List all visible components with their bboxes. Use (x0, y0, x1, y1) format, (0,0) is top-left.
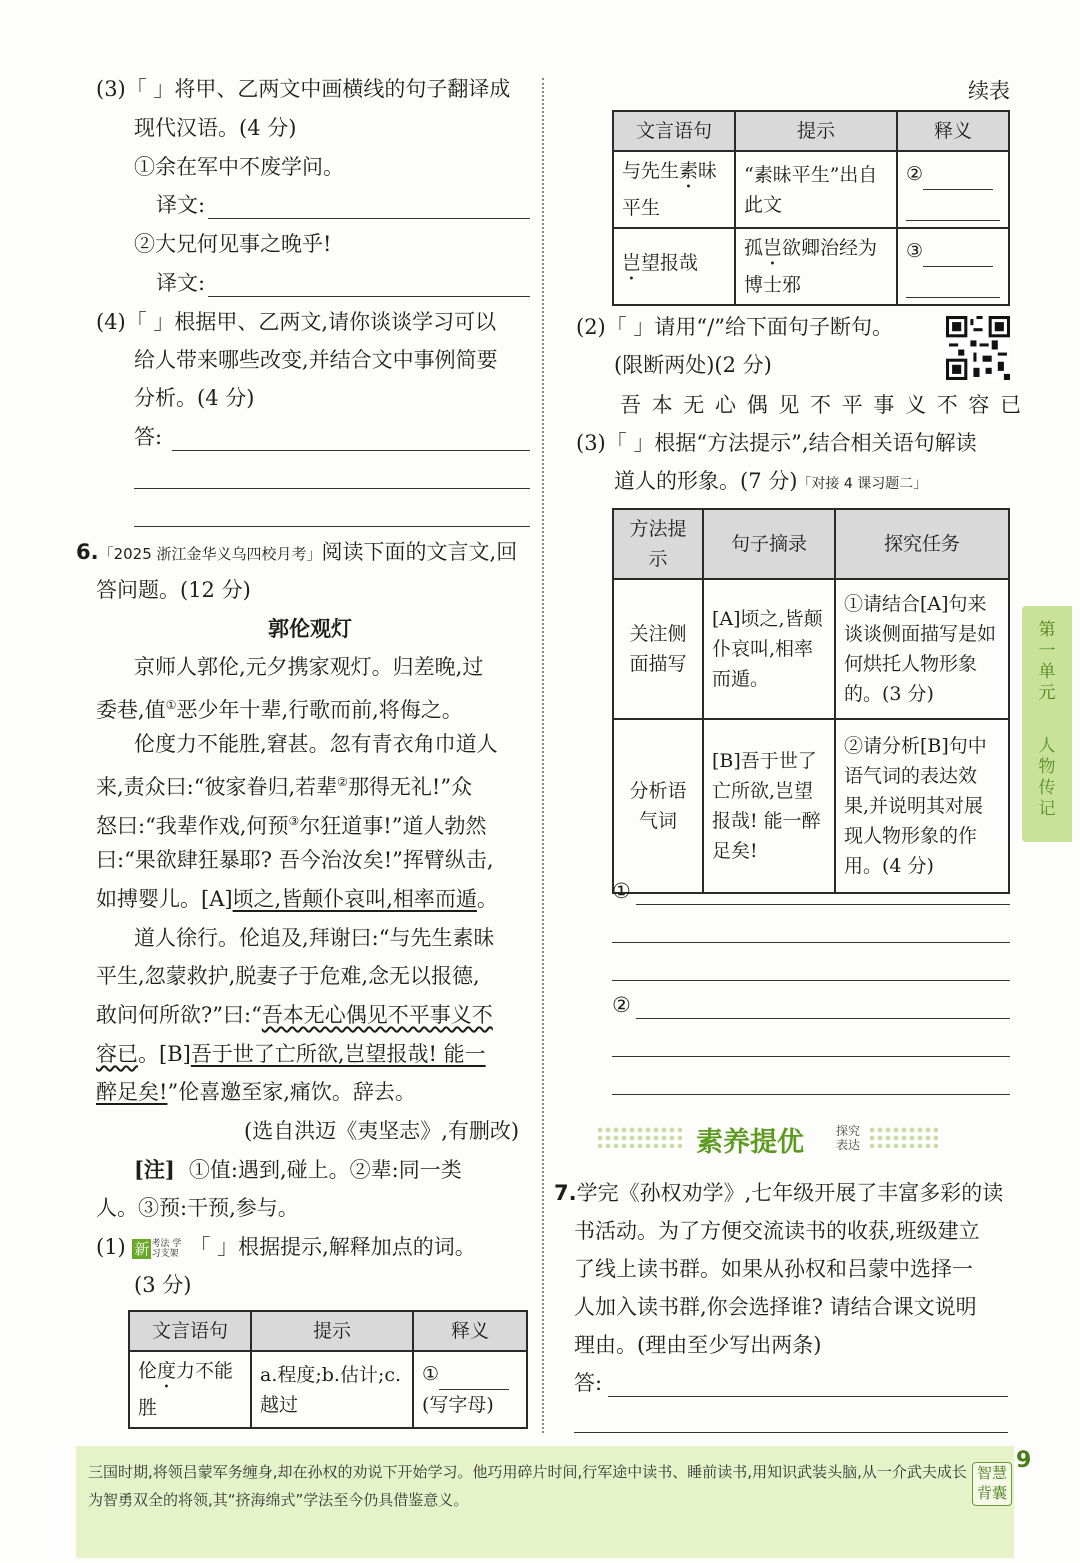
sidebar-topic-label: 人物传记 (1038, 736, 1056, 819)
page-number: 9 (1016, 1448, 1032, 1473)
passage-p3-l1: 道人徐行。伦追及,拜谢曰:“与先生素昧 (134, 926, 495, 950)
passage-title: 郭伦观灯 (268, 617, 352, 641)
table-header: 释义 (897, 111, 1009, 151)
qr-code-icon[interactable] (946, 316, 1010, 380)
translation-answer-line-2[interactable] (208, 296, 530, 297)
table-header: 探究任务 (835, 509, 1009, 579)
unit-sidebar-tab[interactable] (1022, 606, 1072, 842)
q6-source-tag: 「2025 浙江金华义乌四校月考」 (98, 545, 322, 563)
text: (1) (96, 1235, 126, 1259)
r-q2-line1: (2)「 」请用“/”给下面句子断句。 (576, 315, 893, 339)
text: 「 」根据提示,解释加点的词。 (189, 1235, 476, 1259)
passage-p1-l2 (96, 690, 463, 725)
underlined-sentence-b: 吾于世了亡所欲,岂望报哉! 能一 (190, 1042, 486, 1066)
passage-p2-l3 (96, 806, 486, 841)
translation-answer-line-1[interactable] (208, 218, 530, 219)
table-header: 文言语句 (613, 111, 735, 151)
text: 望报哉 (641, 252, 699, 274)
wisdom-badge: 智慧背囊 (972, 1462, 1012, 1506)
q3-line1: (3)「 」将甲、乙两文中画横线的句子翻译成 (96, 77, 511, 101)
q6-line1 (76, 537, 517, 569)
text: 敢问何所欲?”曰:“ (96, 1003, 262, 1027)
q7-line3: 了线上读书群。如果从孙权和吕蒙中选择一 (574, 1257, 973, 1281)
table-cell-method: 关注侧面描写 (613, 579, 703, 719)
table-cell-hint: “素昧平生”出自此文 (735, 151, 897, 228)
table-cell-task: ①请结合[A]句来谈谈侧面描写是如何烘托人物形象的。(3 分) (835, 579, 1009, 719)
passage-source: (选自洪迈《夷坚志》,有删改) (244, 1119, 520, 1143)
passage-p1-l1: 京师人郭伦,元夕携家观灯。归差晚,过 (134, 655, 484, 679)
r-q3-tag: 「对接 4 课习题二」 (797, 476, 928, 492)
table-cell-task: ②请分析[B]句中语气词的表达效果,并说明其对展现人物形象的作用。(4 分) (835, 719, 1009, 893)
q6-line1-rest: 阅读下面的文言文,回 (321, 540, 518, 564)
notes-label: [注] (134, 1157, 175, 1182)
r-q3-answer1-line-2[interactable] (612, 942, 1010, 943)
text: 学完《孙权劝学》,七年级开展了丰富多彩的读 (576, 1181, 1004, 1205)
text: (写字母) (422, 1394, 494, 1416)
q3-item2: ②大兄何见事之晚乎! (134, 232, 332, 256)
text: ①值:遇到,碰上。②辈:同一类 (188, 1158, 462, 1182)
q4-line2: 给人带来哪些改变,并结合文中事例简要 (134, 348, 498, 372)
text: 那得无礼!”众 (347, 775, 473, 799)
footnote-marker: ② (337, 775, 348, 789)
vocab-table-1 (128, 1310, 528, 1429)
table-header: 文言语句 (129, 1311, 251, 1351)
fill-blank[interactable] (439, 1359, 509, 1390)
passage-p3-l5 (96, 1077, 416, 1107)
r-q3-answer1-line-3[interactable] (612, 980, 1010, 981)
text: 伦 (138, 1360, 158, 1382)
table-header: 方法提示 (613, 509, 703, 579)
text: 。 (476, 887, 498, 911)
section-banner (596, 1118, 1016, 1158)
footnote-marker: ③ (288, 814, 300, 828)
text: ”伦喜邀至家,痛饮。辞去。 (167, 1080, 416, 1104)
table-cell-sentence (613, 151, 735, 228)
q6-sub1-score: (3 分) (134, 1273, 192, 1297)
passage-p2-l2 (96, 767, 472, 802)
fill-blank[interactable] (923, 236, 993, 267)
q3-item1: ①余在军中不废学问。 (134, 155, 344, 179)
table-cell-sentence (129, 1351, 251, 1428)
passage-p2-l1: 伦度力不能胜,窘甚。忽有青衣角巾道人 (134, 732, 498, 756)
text: 道人的形象。(7 分) (614, 469, 798, 493)
table-cell-quote: [B]吾于世了亡所欲,岂望报哉! 能一醉足矣! (703, 719, 835, 893)
text: 孤 (744, 237, 764, 259)
footer-text: 三国时期,将领吕蒙军务缠身,却在孙权的劝说下开始学习。他巧用碎片时间,行军途中读书、睡前读书,用知识武装头脑,从一介武夫成长为智勇双全的将领,其“挤海绵式”学法至今仍具借鉴意义。 (88, 1463, 967, 1509)
q4-answer-line-2[interactable] (134, 488, 530, 489)
badge-caption: 考法 学习支架 (151, 1238, 182, 1259)
q7-answer-line-2[interactable] (574, 1432, 1008, 1433)
underlined-sentence-a: 顷之,皆颠仆哀叫,相率而遁 (232, 887, 477, 911)
answer1-num: ① (612, 879, 631, 903)
table-header: 句子摘录 (703, 509, 835, 579)
continued-label: 续表 (968, 79, 1010, 103)
table-header: 提示 (735, 111, 897, 151)
q7-line2: 书活动。为了方便交流读书的收获,班级建立 (574, 1219, 980, 1243)
text: 。[B] (138, 1042, 191, 1066)
footnote-marker: ① (165, 698, 177, 712)
r-q3-answer2-line-2[interactable] (612, 1056, 1010, 1057)
wavy-underlined-sentence: 容已 (96, 1042, 138, 1066)
table-header: 释义 (413, 1311, 527, 1351)
q4-line1: (4)「 」根据甲、乙两文,请你谈谈学习可以 (96, 310, 497, 334)
underlined-sentence-b: 醉足矣! (96, 1080, 168, 1104)
banner-dots-right (868, 1126, 938, 1148)
table-cell-sentence (613, 228, 735, 305)
q4-answer-line-3[interactable] (134, 526, 530, 527)
q4-answer-line-1[interactable] (172, 450, 530, 451)
table-cell-method: 分析语气词 (613, 719, 703, 893)
banner-subtitle: 探究表达 (836, 1124, 861, 1152)
q3-line2: 现代汉语。(4 分) (134, 116, 297, 140)
text: 尔狂道事!”道人勃然 (299, 814, 487, 838)
table-cell-hint: a.程度;b.估计;c.越过 (251, 1351, 413, 1428)
q7-answer-line-1[interactable] (608, 1396, 1008, 1397)
new-badge: 新 (134, 1239, 150, 1258)
passage-p3-l2: 平生,忽蒙救护,脱妻子于危难,念无以报德, (96, 964, 480, 988)
sidebar-unit-label: 第一单元 (1038, 620, 1056, 703)
q4-line3: 分析。(4 分) (134, 386, 255, 410)
q3-item2-label: 译文: (156, 271, 206, 295)
r-q2-line2: (限断两处)(2 分) (614, 353, 772, 377)
text: ③ (906, 239, 924, 262)
r-q3-answer2-line-3[interactable] (612, 1094, 1010, 1095)
banner-dots-left (596, 1126, 686, 1148)
passage-p3-l3 (96, 1000, 493, 1030)
table-cell-quote: [A]顷之,皆颠仆哀叫,相率而遁。 (703, 579, 835, 719)
text: 怒曰:“我辈作戏,何预 (96, 814, 289, 838)
text: 欲卿治经为博士邪 (744, 237, 878, 296)
banner-title: 素养提优 (696, 1127, 804, 1158)
q3-item1-label: 译文: (156, 193, 206, 217)
punctuation-sentence: 吾 本 无 心 偶 见 不 平 事 义 不 容 已 (620, 393, 1024, 417)
table-header: 提示 (251, 1311, 413, 1351)
q4-answer-label: 答: (134, 425, 163, 449)
q6-sub1 (96, 1232, 476, 1262)
text: 力不能胜 (138, 1360, 234, 1419)
r-q3-answer1-line-1[interactable] (636, 904, 1010, 905)
vocab-table-2 (612, 110, 1010, 306)
passage-p3-l4 (96, 1039, 486, 1069)
q7-line4: 人加入读书群,你会选择谁? 请结合课文说明 (574, 1295, 977, 1319)
table-cell-answer (897, 151, 1009, 228)
fill-blank[interactable] (923, 159, 993, 190)
passage-p2-l5 (96, 884, 498, 914)
q7-number: 7. (554, 1181, 577, 1205)
text: 来,责众曰:“彼家眷归,若辈 (96, 775, 338, 799)
qr-code-graphic (946, 316, 1010, 380)
text: 委巷,值 (96, 698, 166, 722)
table-cell-answer (413, 1351, 527, 1428)
q7-line1 (554, 1178, 1003, 1208)
column-divider (542, 78, 544, 1433)
text: 如搏婴儿。[A] (96, 887, 233, 911)
dotted-word: 岂 (622, 252, 642, 274)
r-q3-answer2-line-1[interactable] (636, 1018, 1010, 1019)
dotted-word: 素 (679, 160, 699, 182)
dotted-word: 度 (157, 1360, 177, 1382)
fill-blank[interactable] (906, 267, 1000, 298)
wisdom-footer (76, 1446, 1014, 1558)
passage-p2-l4: 曰:“果欲肆狂暴耶? 吾今治汝矣!”挥臂纵击, (96, 848, 494, 872)
r-q3-line2 (614, 466, 927, 499)
text: ② (906, 162, 924, 185)
q6-line2: 答问题。(12 分) (96, 578, 251, 602)
q6-number: 6. (76, 540, 99, 564)
notes-line1 (134, 1155, 462, 1185)
r-q3-line1: (3)「 」根据“方法提示”,结合相关语句解读 (576, 431, 977, 455)
wavy-underlined-sentence: 吾本无心偶见不平事义不 (261, 1003, 493, 1027)
notes-line2: 人。③预:干预,参与。 (96, 1196, 299, 1220)
q7-answer-label: 答: (574, 1371, 603, 1395)
text: ① (422, 1363, 440, 1385)
text: 昧平生 (622, 160, 718, 219)
table-cell-answer (897, 228, 1009, 305)
table-cell-hint (735, 228, 897, 305)
q7-line5: 理由。(理由至少写出两条) (574, 1333, 822, 1357)
dotted-word: 岂 (763, 237, 783, 259)
text: 与先生 (622, 160, 680, 182)
text: 恶少年十辈,行歌而前,将侮之。 (176, 698, 463, 722)
inquiry-table (612, 508, 1010, 894)
answer2-num: ② (612, 993, 631, 1017)
fill-blank[interactable] (906, 190, 1000, 221)
